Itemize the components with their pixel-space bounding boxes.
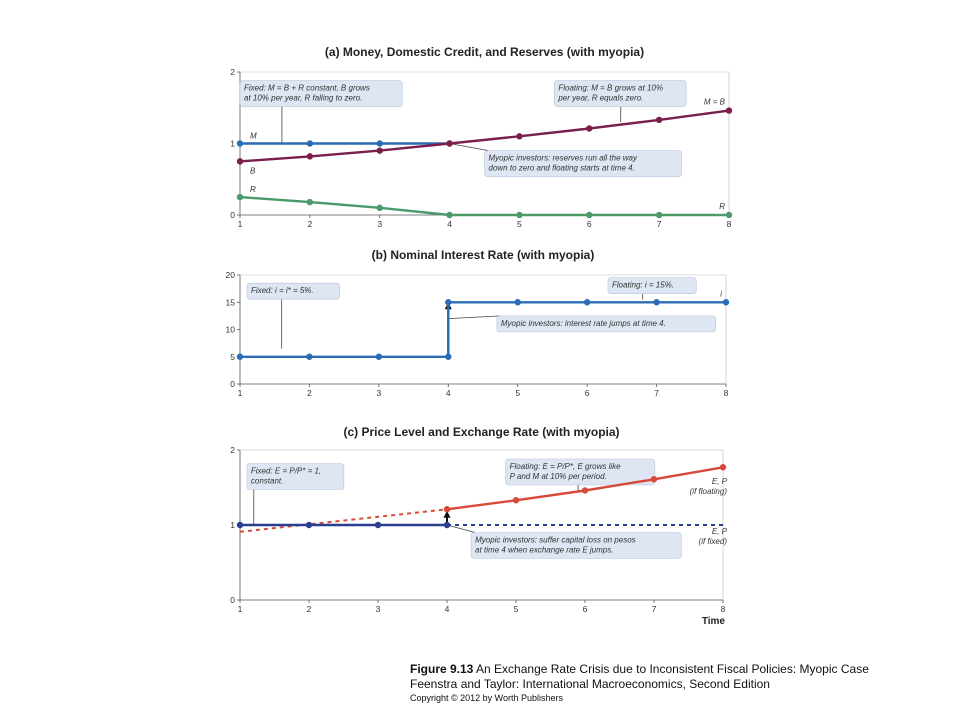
x-tick-label: 4 <box>444 604 450 614</box>
series-label: E, P <box>711 527 727 536</box>
chart-panel-3 <box>230 425 727 627</box>
chart-panel-1 <box>230 45 732 229</box>
data-point <box>375 522 381 528</box>
data-point <box>586 212 592 218</box>
data-point <box>586 125 592 131</box>
data-point <box>445 354 451 360</box>
annotation-text: Floating: i = 15%. <box>611 280 675 290</box>
annotation-pointer <box>450 144 489 151</box>
x-tick-label: 4 <box>447 219 452 229</box>
figure-title: An Exchange Rate Crisis due to Inconsistent Fiscal Policies: Myopic Case <box>476 662 869 676</box>
annotation-text: Floating: E = P/P*, E grows like <box>509 462 621 471</box>
x-tick-label: 8 <box>720 604 726 614</box>
annotation-text: Myopic investors: suffer capital loss on pesos <box>475 535 636 545</box>
series-label: R <box>719 202 725 211</box>
x-tick-label: 7 <box>656 219 662 229</box>
chart-panel-2 <box>226 248 730 398</box>
annotation-text: P and M at 10% per period. <box>509 472 607 481</box>
data-point <box>582 487 588 493</box>
data-point <box>237 522 243 528</box>
annotation-text: Floating: M = B grows at 10% <box>558 83 664 93</box>
data-point <box>307 140 313 146</box>
data-point <box>445 299 451 305</box>
data-point <box>723 299 729 305</box>
y-tick-label: 2 <box>230 445 235 455</box>
annotation-text: Fixed: M = B + R constant, B grows <box>244 83 370 93</box>
series-label: M = B <box>703 97 725 107</box>
y-tick-label: 0 <box>230 379 235 389</box>
data-point <box>377 140 383 146</box>
data-point <box>237 194 243 200</box>
x-tick-label: 2 <box>306 604 312 614</box>
figure-number: Figure 9.13 <box>410 662 474 676</box>
y-tick-label: 1 <box>230 520 235 530</box>
series-label: (if fixed) <box>698 537 727 546</box>
series-label: E, P <box>711 476 727 486</box>
x-tick-label: 2 <box>307 388 312 398</box>
x-tick-label: 1 <box>237 388 243 398</box>
x-tick-label: 5 <box>513 604 519 614</box>
annotation-text: Myopic investors: reserves run all the way <box>488 153 637 163</box>
x-tick-label: 7 <box>654 388 659 398</box>
annotation-text: at time 4 when exchange rate E jumps. <box>475 545 614 555</box>
annotation-text: Fixed: i = i* = 5%. <box>250 286 314 296</box>
data-point <box>513 497 519 503</box>
series-line-3 <box>240 197 729 215</box>
x-tick-label: 5 <box>515 388 521 398</box>
annotation-text: Myopic investors: interest rate jumps at time 4. <box>500 318 666 328</box>
chart-title: (a) Money, Domestic Credit, and Reserves (with myopia) <box>324 45 645 59</box>
x-tick-label: 3 <box>376 388 382 398</box>
y-tick-label: 10 <box>225 324 235 335</box>
series-label: M <box>250 131 257 141</box>
y-tick-label: 0 <box>230 210 235 220</box>
data-point <box>516 212 522 218</box>
data-point <box>306 522 312 528</box>
annotation-pointer <box>447 525 475 533</box>
x-tick-label: 6 <box>586 219 592 229</box>
annotation-text: at 10% per year, R falling to zero. <box>244 93 363 103</box>
y-tick-label: 5 <box>230 351 235 362</box>
x-axis-label: Time <box>701 616 725 627</box>
data-point <box>444 506 450 512</box>
series-label: B <box>250 166 256 176</box>
data-point <box>726 212 732 218</box>
data-point <box>720 464 726 470</box>
data-point <box>376 354 382 360</box>
annotation-pointer <box>448 316 501 319</box>
y-tick-label: 1 <box>230 138 235 149</box>
data-point <box>656 117 662 123</box>
x-tick-label: 2 <box>307 219 313 229</box>
series-line-2 <box>240 509 447 532</box>
x-tick-label: 6 <box>584 388 590 398</box>
data-point <box>516 133 522 139</box>
data-point <box>651 476 657 482</box>
y-tick-label: 15 <box>225 297 235 308</box>
data-point <box>446 140 452 146</box>
x-tick-label: 6 <box>582 604 588 614</box>
x-tick-label: 8 <box>726 219 732 229</box>
y-tick-label: 2 <box>230 67 235 77</box>
x-tick-label: 8 <box>723 388 729 398</box>
x-tick-label: 1 <box>237 604 243 614</box>
data-point <box>446 212 452 218</box>
series-label: i <box>720 289 722 299</box>
x-tick-label: 5 <box>517 219 522 229</box>
figure-caption <box>410 662 950 704</box>
data-point <box>726 107 732 113</box>
x-tick-label: 1 <box>237 219 243 229</box>
figure-source: Feenstra and Taylor: International Macroeconomics, Second Edition <box>410 677 770 691</box>
chart-title: (b) Nominal Interest Rate (with myopia) <box>371 248 595 262</box>
data-point <box>584 299 590 305</box>
figure-copyright: Copyright © 2012 by Worth Publishers <box>410 693 564 703</box>
data-point <box>237 158 243 164</box>
chart-title: (c) Price Level and Exchange Rate (with myopia) <box>343 425 620 439</box>
x-tick-label: 7 <box>651 604 657 614</box>
annotation-text: constant. <box>250 476 284 486</box>
data-point <box>515 299 521 305</box>
data-point <box>237 140 243 146</box>
data-point <box>307 153 313 159</box>
series-label: R <box>250 185 256 195</box>
data-point <box>377 205 383 211</box>
x-tick-label: 3 <box>375 604 381 614</box>
x-tick-label: 4 <box>445 388 451 398</box>
x-tick-label: 3 <box>377 219 383 229</box>
data-point <box>656 212 662 218</box>
series-label: (if floating) <box>689 486 727 496</box>
annotation-text: per year, R equals zero. <box>558 93 644 103</box>
data-point <box>653 299 659 305</box>
y-tick-label: 0 <box>230 595 235 605</box>
annotation-text: Fixed: E = P/P* = 1, <box>250 466 322 476</box>
data-point <box>377 147 383 153</box>
annotation-text: down to zero and floating starts at time 4. <box>488 163 635 173</box>
data-point <box>306 354 312 360</box>
y-tick-label: 20 <box>225 270 235 280</box>
data-point <box>237 354 243 360</box>
data-point <box>307 199 313 205</box>
